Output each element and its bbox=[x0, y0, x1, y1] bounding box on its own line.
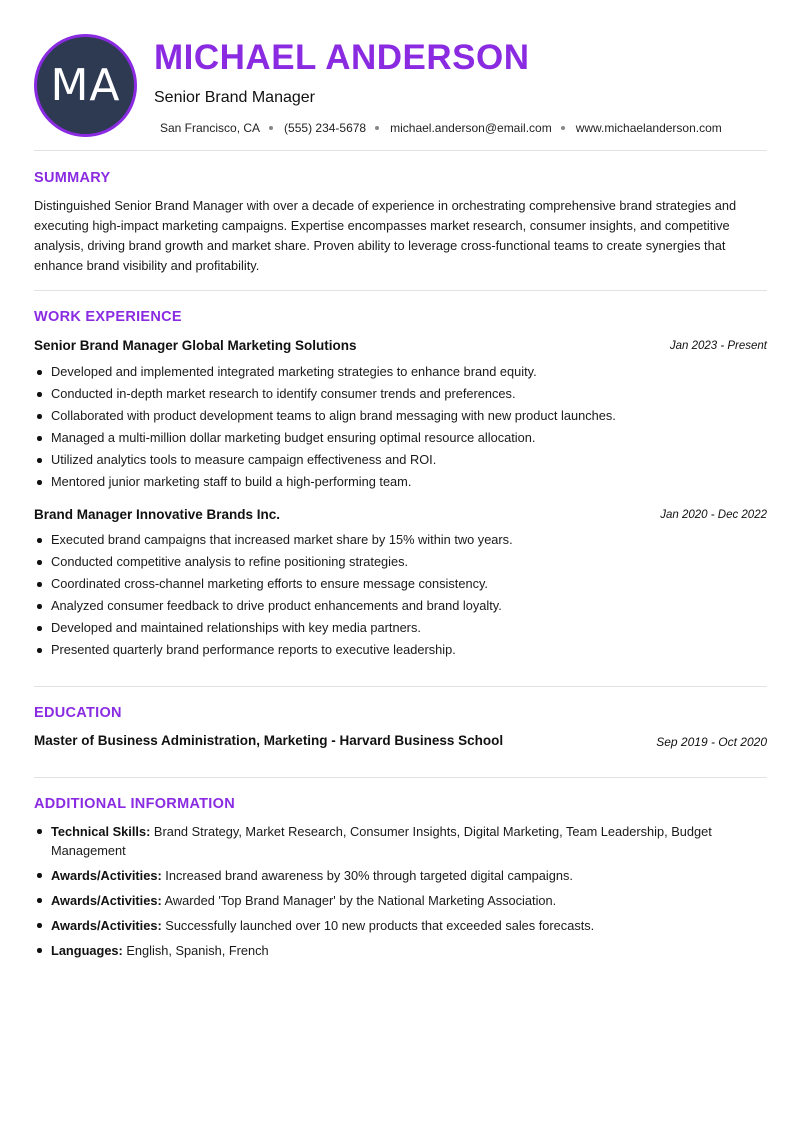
list-item: Managed a multi-million dollar marketing budget ensuring optimal resource allocation. bbox=[34, 429, 769, 451]
job-header bbox=[34, 507, 767, 525]
summary-heading: SUMMARY bbox=[34, 170, 111, 186]
contact-website[interactable]: www.michaelanderson.com bbox=[575, 121, 722, 135]
resume-header bbox=[34, 34, 767, 138]
list-item: Conducted in-depth market research to identify consumer trends and preferences. bbox=[34, 385, 769, 407]
item-label: Awards/Activities: bbox=[51, 893, 162, 908]
list-item: Executed brand campaigns that increased market share by 15% within two years. bbox=[34, 531, 769, 553]
list-item: Developed and implemented integrated marketing strategies to enhance brand equity. bbox=[34, 363, 769, 385]
job-header bbox=[34, 338, 767, 356]
experience-heading: WORK EXPERIENCE bbox=[34, 309, 182, 325]
contact-phone: (555) 234-5678 bbox=[284, 121, 367, 135]
contact-location: San Francisco, CA bbox=[160, 121, 261, 135]
item-text: Brand Strategy, Market Research, Consumer Insights, Digital Marketing, Team Leadership, Budget Management bbox=[51, 824, 712, 858]
list-item bbox=[34, 866, 769, 885]
item-label: Awards/Activities: bbox=[51, 868, 162, 883]
candidate-role: Senior Brand Manager bbox=[154, 89, 315, 106]
list-item: Coordinated cross-channel marketing efforts to ensure message consistency. bbox=[34, 575, 769, 597]
section-divider bbox=[34, 777, 767, 778]
contact-email[interactable]: michael.anderson@email.com bbox=[390, 121, 552, 135]
list-item: Analyzed consumer feedback to drive product enhancements and brand loyalty. bbox=[34, 597, 769, 619]
job-date: Jan 2023 - Present bbox=[669, 340, 767, 352]
education-entry bbox=[34, 733, 767, 751]
list-item: Mentored junior marketing staff to build a high-performing team. bbox=[34, 473, 769, 495]
education-heading: EDUCATION bbox=[34, 705, 122, 721]
dot-separator-icon bbox=[375, 126, 379, 130]
list-item: Utilized analytics tools to measure campaign effectiveness and ROI. bbox=[34, 451, 769, 473]
section-divider bbox=[34, 686, 767, 687]
item-label: Languages: bbox=[51, 943, 123, 958]
summary-text: Distinguished Senior Brand Manager with over a decade of experience in orchestrating comprehensive brand strategies and executing high-impact marketing campaigns. Expertise encompasses market research, consumer insights, and competitive analysis, driving brand growth and market share. Proven ability to leverage cross-functional teams to create synergies that enhance brand visibility and profitability. bbox=[34, 198, 737, 273]
job-bullets bbox=[34, 363, 769, 495]
dot-separator-icon bbox=[561, 126, 565, 130]
job-date: Jan 2020 - Dec 2022 bbox=[660, 509, 767, 521]
list-item bbox=[34, 822, 769, 860]
avatar bbox=[34, 34, 137, 137]
list-item: Conducted competitive analysis to refine positioning strategies. bbox=[34, 553, 769, 575]
education-date: Sep 2019 - Oct 2020 bbox=[656, 735, 767, 749]
list-item bbox=[34, 916, 769, 935]
contact-line bbox=[160, 121, 722, 135]
item-text: Increased brand awareness by 30% through targeted digital campaigns. bbox=[165, 868, 573, 883]
item-text: English, Spanish, French bbox=[126, 943, 269, 958]
list-item bbox=[34, 891, 769, 910]
job-title: Brand Manager Innovative Brands Inc. bbox=[34, 507, 281, 522]
item-text: Successfully launched over 10 new products that exceeded sales forecasts. bbox=[165, 918, 595, 933]
item-label: Technical Skills: bbox=[51, 824, 151, 839]
list-item: Presented quarterly brand performance reports to executive leadership. bbox=[34, 641, 769, 663]
dot-separator-icon bbox=[269, 126, 273, 130]
list-item: Collaborated with product development teams to align brand messaging with new product launches. bbox=[34, 407, 769, 429]
avatar-initials: MA bbox=[50, 60, 121, 111]
job-title: Senior Brand Manager Global Marketing Solutions bbox=[34, 338, 357, 353]
item-text: Awarded 'Top Brand Manager' by the National Marketing Association. bbox=[164, 893, 557, 908]
list-item bbox=[34, 941, 769, 960]
additional-list bbox=[34, 822, 769, 966]
candidate-name: MICHAEL ANDERSON bbox=[154, 38, 530, 77]
additional-heading: ADDITIONAL INFORMATION bbox=[34, 796, 235, 812]
item-label: Awards/Activities: bbox=[51, 918, 162, 933]
job-bullets bbox=[34, 531, 769, 663]
list-item: Developed and maintained relationships with key media partners. bbox=[34, 619, 769, 641]
degree-title: Master of Business Administration, Marketing - Harvard Business School bbox=[34, 733, 504, 748]
section-divider bbox=[34, 150, 767, 151]
section-divider bbox=[34, 290, 767, 291]
